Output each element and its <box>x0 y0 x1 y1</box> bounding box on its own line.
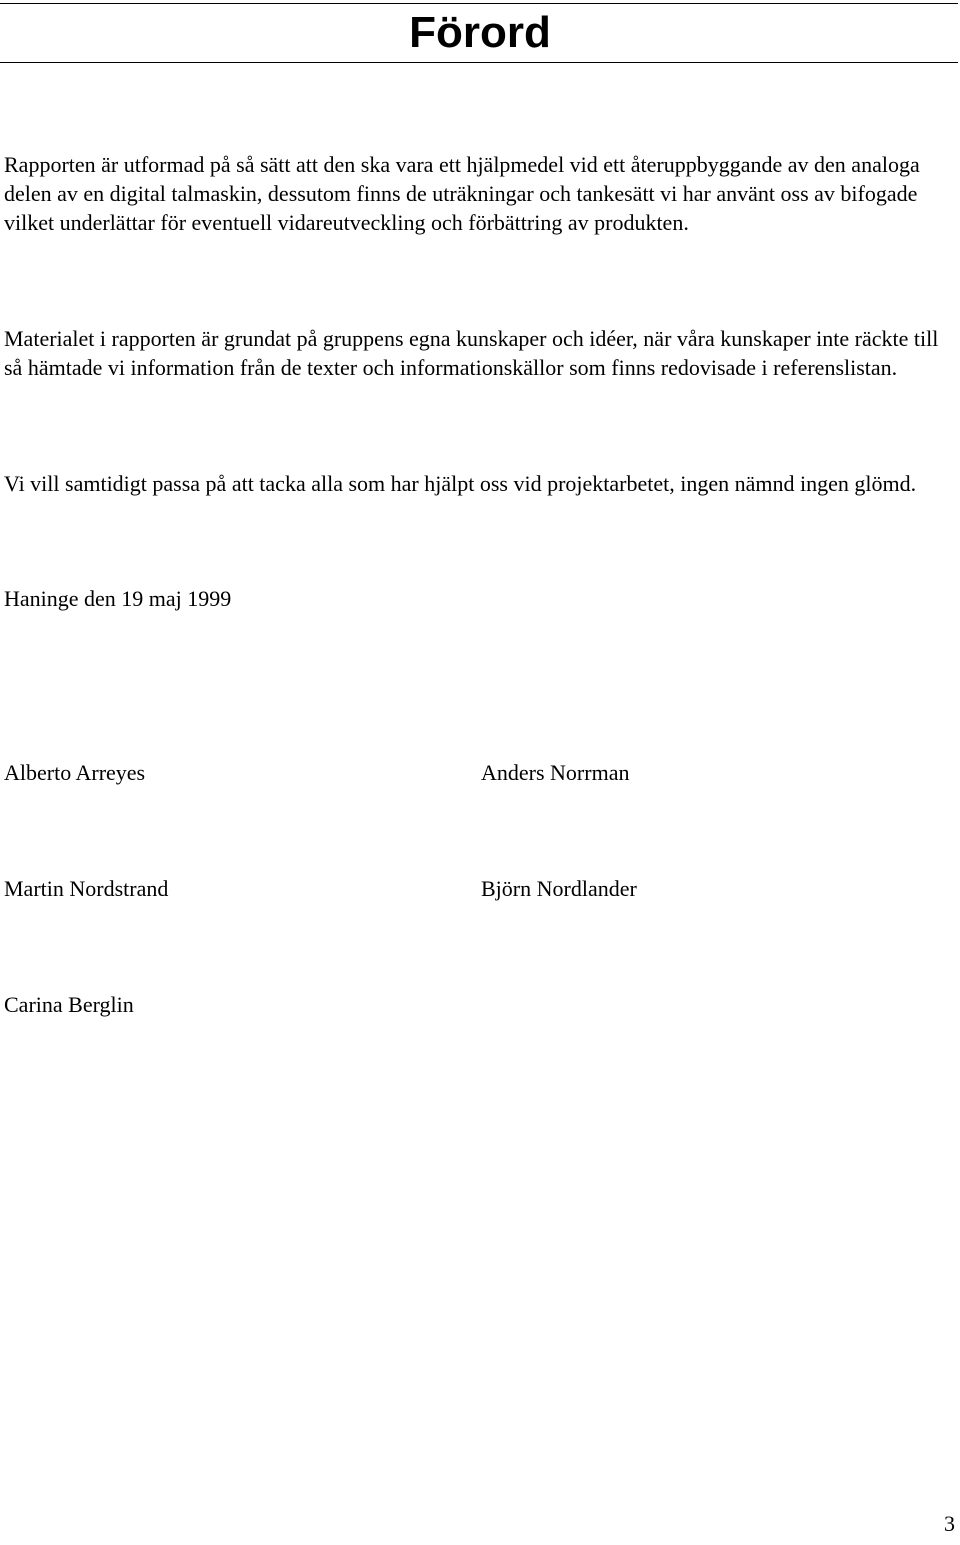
signatory-name: Alberto Arreyes <box>4 760 146 785</box>
paragraph-thanks: Vi vill samtidigt passa på att tacka alla som har hjälpt oss vid projektarbetet, ingen nämnd ingen glömd. <box>4 471 917 496</box>
paragraph-purpose: Rapporten är utformad på så sätt att den ska vara ett hjälpmedel vid ett återuppbyggande av den analoga delen av en digital talmaskin, dessutom finns de uträkningar och tankesätt vi har använt oss av bifogade vilket underlättar för eventuell vidareutveckling och förbättring av produkten. <box>4 152 920 235</box>
signatory-name: Björn Nordlander <box>481 876 637 901</box>
date-line: Haninge den 19 maj 1999 <box>4 586 232 611</box>
page-title: Förord <box>409 8 551 57</box>
signatory-name: Carina Berglin <box>4 992 134 1017</box>
signatory-name: Anders Norrman <box>481 760 630 785</box>
signatory-name: Martin Nordstrand <box>4 876 169 901</box>
page-number: 3 <box>944 1511 955 1536</box>
paragraph-sources: Materialet i rapporten är grundat på gruppens egna kunskaper och idéer, när våra kunskaper inte räckte till så hämtade vi information från de texter och informationskällor som finns redovisade i referenslistan. <box>4 326 939 380</box>
